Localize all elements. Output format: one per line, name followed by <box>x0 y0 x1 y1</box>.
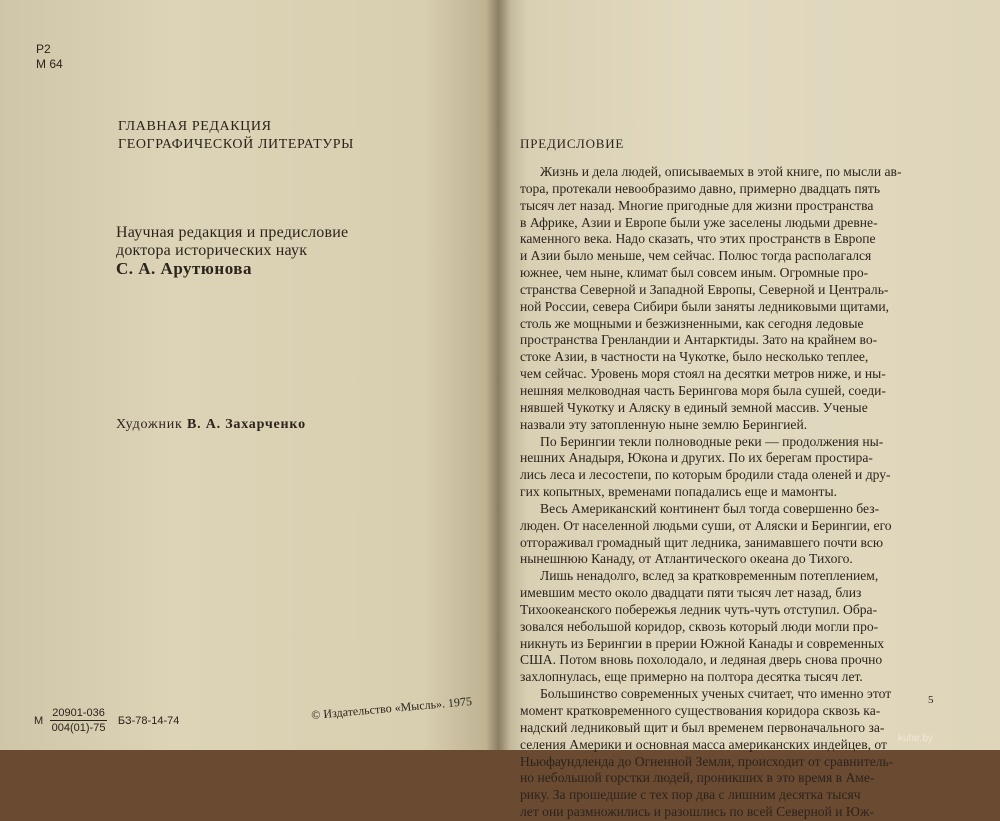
text-line: тора, протекали невообразимо давно, примерно двадцать пять <box>520 180 881 196</box>
catalog-fraction <box>50 706 107 735</box>
catalog-denominator: 004(01)-75 <box>51 722 106 734</box>
text-line: столь же мощными и безжизненными, как сегодня ледовые <box>520 315 864 331</box>
book-gutter <box>486 0 510 750</box>
text-line: назвали эту затопленную ныне землю Берингией. <box>520 416 808 432</box>
text-line: Жизнь и дела людей, описываемых в этой книге, по мысли ав- <box>540 164 902 179</box>
classification-code <box>36 42 63 72</box>
text-line: в Африке, Азии и Европе были уже заселены людьми древне- <box>520 214 878 230</box>
catalog-codes <box>34 706 179 735</box>
text-line: ной России, севера Сибири были заняты ледниковыми щитами, <box>520 298 890 314</box>
text-line: По Берингии текли полноводные реки — продолжения ны- <box>540 433 884 449</box>
scientific-editing <box>116 224 348 278</box>
scientific-editing-line: доктора исторических наук <box>116 242 308 259</box>
text-line: Большинство современных ученых считает, что именно этот <box>540 686 892 702</box>
text-line: нынешнюю Канаду, от Атлантического океана до Тихого. <box>520 551 853 567</box>
publisher-edition-line: ГЛАВНАЯ РЕДАКЦИЯ <box>118 119 272 134</box>
text-line: зовался небольшой коридор, сквозь который люди могли про- <box>520 618 879 634</box>
watermark: kufar.by <box>898 733 934 744</box>
text-line: США. Потом вновь похолодало, и ледяная дверь снова прочно <box>520 652 883 668</box>
copyright-notice: © Издательство «Мысль». 1975 <box>310 694 473 723</box>
text-line: никнуть из Берингии в прерии Южной Канады и современных <box>520 635 885 651</box>
text-line: странства Северной и Западной Европы, Северной и Централь- <box>520 281 889 297</box>
preface-text <box>520 164 902 821</box>
text-line: Тихоокеанского побережья ледник чуть-чуть отступил. Обра- <box>520 601 878 617</box>
text-line: рику. За прошедшие с тех пор два с лишним десятка тысяч <box>520 787 861 803</box>
text-line: надский ледниковый щит и был временем первоначального за- <box>520 719 885 735</box>
text-line: имевшим место около двадцати пяти тысяч лет назад, близ <box>520 585 862 601</box>
text-line: чем сейчас. Уровень моря стоял на десятки метров ниже, и ны- <box>520 366 886 382</box>
text-line: момент кратковременного существования коридора сквозь ка- <box>520 703 881 718</box>
artist-credit <box>116 417 306 433</box>
text-line: люден. От населенной людьми суши, от Аляски и Берингии, его <box>520 517 892 533</box>
text-line: каменного века. Надо сказать, что этих пространств в Европе <box>520 231 876 247</box>
text-line: стоке Азии, в частности на Чукотке, было несколько теплее, <box>520 349 869 365</box>
artist-name: В. А. Захарченко <box>186 417 306 432</box>
text-line: лет они размножились и разошлись по всей Северной и Юж- <box>520 804 874 820</box>
text-line: Весь Американский континент был тогда совершенно без- <box>540 500 880 516</box>
text-line: отгораживал громадный щит ледника, занимавшего почти всю <box>520 534 884 550</box>
text-line: и Азии было меньше, чем сейчас. Полюс тогда располагался <box>520 248 872 264</box>
left-page <box>0 0 498 750</box>
text-line: Лишь ненадолго, вслед за кратковременным потеплением, <box>540 568 879 584</box>
catalog-letter: М <box>34 714 44 727</box>
text-line: но небольшой горстки людей, проникших в это время в Аме- <box>520 770 875 786</box>
catalog-numerator: 20901-036 <box>52 707 105 719</box>
catalog-code: БЗ-78-14-74 <box>117 714 180 727</box>
text-line: гих копытных, временами попадались еще и мамонты. <box>520 484 838 500</box>
text-line: селения Америки и основная масса американских индейцев, от <box>520 736 887 752</box>
text-line: нявшей Чукотку и Аляску в единый земной массив. Ученые <box>520 399 868 415</box>
text-line: южнее, чем ныне, климат был совсем иным. Огромные про- <box>520 265 869 281</box>
classification-line: М 64 <box>36 57 63 71</box>
section-title: ПРЕДИСЛОВИЕ <box>520 136 625 151</box>
text-line: нешняя мелководная часть Берингова моря была сушей, соеди- <box>520 382 886 398</box>
artist-label: Художник <box>116 417 183 432</box>
scientific-editing-line: Научная редакция и предисловие <box>116 224 349 241</box>
text-line: тысяч лет назад. Многие пригодные для жизни пространства <box>520 197 874 213</box>
editor-name: С. А. Арутюнова <box>116 259 252 278</box>
text-line: захлопнулась, еще примерно на полтора десятка тысяч лет. <box>520 669 863 685</box>
text-line: пространства Гренландии и Антарктиды. Зато на крайнем во- <box>520 332 878 348</box>
text-line: Ньюфаундленда до Огненной Земли, происходит от сравнитель- <box>520 753 894 769</box>
classification-line: Р2 <box>36 42 51 56</box>
publisher-edition <box>118 118 354 154</box>
text-line: лись леса и лесостепи, по которым бродили стада оленей и дру- <box>520 467 891 483</box>
page-number: 5 <box>928 694 934 706</box>
text-line: нешних Анадыря, Юкона и других. По их берегам простира- <box>520 450 873 466</box>
publisher-edition-line: ГЕОГРАФИЧЕСКОЙ ЛИТЕРАТУРЫ <box>118 137 354 152</box>
